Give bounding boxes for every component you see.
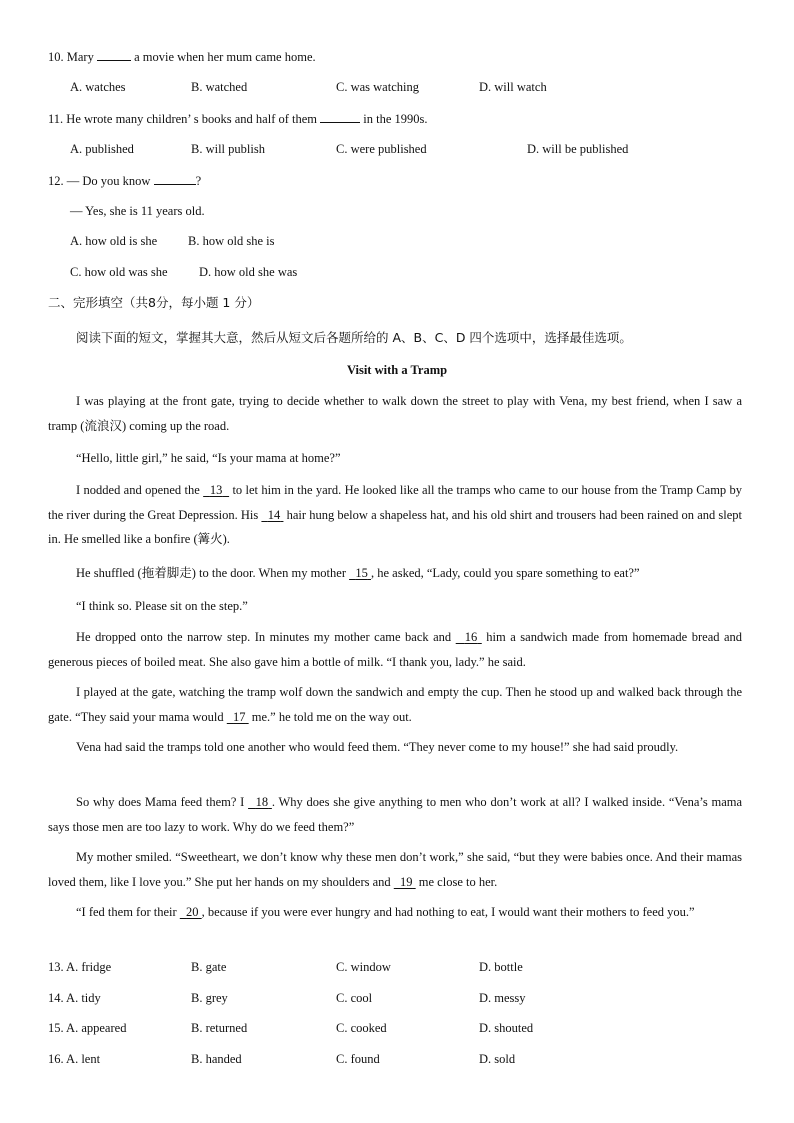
choice-16-d: D. sold <box>479 1052 516 1066</box>
question-11 <box>48 110 428 127</box>
passage-paragraph: “I think so. Please sit on the step.” <box>76 599 248 613</box>
blank-16 <box>456 630 482 644</box>
passage-text: I played at the gate, watching the tramp wolf down the sandwich and empty the cup. Then he stood up and walked back through the gate. “They said your mama would <box>48 685 742 724</box>
question-12 <box>48 172 201 189</box>
choice-15-c: C. cooked <box>336 1021 387 1035</box>
passage-paragraph <box>48 625 742 674</box>
passage-text: He dropped onto the narrow step. In minutes my mother came back and <box>76 630 452 644</box>
blank-17 <box>227 710 249 724</box>
passage-text: He shuffled (拖着脚走) to the door. When my mother <box>76 566 346 580</box>
question-12-reply: — Yes, she is 11 years old. <box>70 204 205 218</box>
passage-paragraph: I was playing at the front gate, trying to decide whether to walk down the street to play with Vena, my best friend, when I saw a tramp (流浪汉) coming up the road. <box>48 394 742 433</box>
question-11-stem-end: in the 1990s. <box>363 112 428 126</box>
question-12-stem-end: ? <box>195 174 202 188</box>
blank-15 <box>349 566 371 580</box>
answer-blank <box>97 48 131 61</box>
passage-text: me close to her. <box>418 874 498 889</box>
choice-13-b: B. gate <box>191 960 227 974</box>
option-c: C. were published <box>336 142 427 156</box>
blank-number: 17 <box>233 709 246 724</box>
option-d: D. how old she was <box>199 265 298 279</box>
question-12-stem: 12. — Do you know <box>48 174 151 188</box>
blank-19 <box>394 875 416 889</box>
passage-paragraph <box>48 478 742 552</box>
option-a: A. watches <box>70 80 126 94</box>
passage-text: “I fed them for their <box>76 905 177 919</box>
blank-number: 19 <box>400 874 413 889</box>
passage-paragraph: “Hello, little girl,” he said, “Is your mama at home?” <box>76 451 341 465</box>
choice-14-c: C. cool <box>336 991 373 1005</box>
blank-number: 20 <box>186 905 199 919</box>
blank-18 <box>248 795 272 809</box>
choice-16-c: C. found <box>336 1052 380 1066</box>
blank-number: 14 <box>267 507 281 522</box>
option-d: D. will watch <box>479 80 547 94</box>
section-instruction: 阅读下面的短文，掌握其大意，然后从短文后各题所给的 A、B、C、D 四个选项中，选择最佳选项。 <box>76 330 632 345</box>
blank-number: 15 <box>355 566 368 580</box>
choice-15-b: B. returned <box>191 1021 248 1035</box>
passage-text: , because if you were ever hungry and had nothing to eat, I would want their mothers to feed you.” <box>201 905 695 919</box>
choice-16-b: B. handed <box>191 1052 242 1066</box>
question-11-stem: 11. He wrote many children’ s books and half of them <box>48 112 318 126</box>
blank-number: 16 <box>464 630 478 644</box>
option-b: B. will publish <box>191 142 265 156</box>
option-c: C. was watching <box>336 80 419 94</box>
option-b: B. how old she is <box>188 234 275 248</box>
passage-paragraph <box>48 561 742 586</box>
blank-20 <box>180 905 202 919</box>
blank-number: 18 <box>255 795 269 809</box>
passage-title: Visit with a Tramp <box>346 363 448 377</box>
choice-15-a: 15. A. appeared <box>48 1021 127 1035</box>
passage-text: to let him in the yard. He looked like all the tramps who came to our house from the Tramp Camp by the river during the Great Depression. His <box>48 483 743 522</box>
choice-13-d: D. bottle <box>479 960 523 974</box>
passage-text: My mother smiled. “Sweetheart, we don’t know why these men don’t work,” she said, “but they were babies once. And their mamas loved them, like I love you.” She put her hands on my shoulders and <box>48 850 742 889</box>
choice-14-d: D. messy <box>479 991 526 1005</box>
choice-14-a: 14. A. tidy <box>48 991 101 1005</box>
passage-paragraph <box>48 900 742 925</box>
passage-paragraph <box>48 845 742 894</box>
question-10 <box>48 48 316 65</box>
section-heading: 二、完形填空（共8分，每小题 1 分） <box>48 295 260 310</box>
option-c: C. how old was she <box>70 265 168 279</box>
passage-text: . Why does she give anything to men who don’t work at all? I walked inside. “Vena’s mama says those men are too lazy to work. Why do we feed them?” <box>48 795 743 834</box>
choice-16-a: 16. A. lent <box>48 1052 101 1066</box>
passage-text: , he asked, “Lady, could you spare something to eat?” <box>370 566 640 580</box>
blank-14 <box>261 508 283 522</box>
passage-text: hair hung below a shapeless hat, and his old shirt and trousers had been rained on and slept in. He smelled like a bonfire (篝火). <box>48 507 743 546</box>
passage-text: me.” he told me on the way out. <box>251 709 412 724</box>
choice-14-b: B. grey <box>191 991 228 1005</box>
passage-paragraph <box>48 790 742 839</box>
passage-paragraph: Vena had said the tramps told one another who would feed them. “They never come to my house!” she had said proudly. <box>76 740 679 754</box>
passage-paragraph <box>48 680 742 729</box>
blank-13 <box>203 483 229 497</box>
option-a: A. published <box>70 142 134 156</box>
choice-13-a: 13. A. fridge <box>48 960 112 974</box>
option-d: D. will be published <box>527 142 629 156</box>
answer-blank <box>320 110 360 123</box>
option-b: B. watched <box>191 80 248 94</box>
passage-text: So why does Mama feed them? I <box>76 795 245 809</box>
answer-blank <box>154 172 196 185</box>
blank-number: 13 <box>209 483 223 497</box>
choice-15-d: D. shouted <box>479 1021 534 1035</box>
question-10-stem-end: a movie when her mum came home. <box>134 50 316 64</box>
option-a: A. how old is she <box>70 234 158 248</box>
passage-text: him a sandwich made from homemade bread and generous pieces of boiled meat. She also gave him a bottle of milk. “I thank you, lady.” he said. <box>48 630 743 669</box>
passage-text: I nodded and opened the <box>76 483 200 497</box>
question-10-stem: 10. Mary <box>48 50 94 64</box>
choice-13-c: C. window <box>336 960 391 974</box>
